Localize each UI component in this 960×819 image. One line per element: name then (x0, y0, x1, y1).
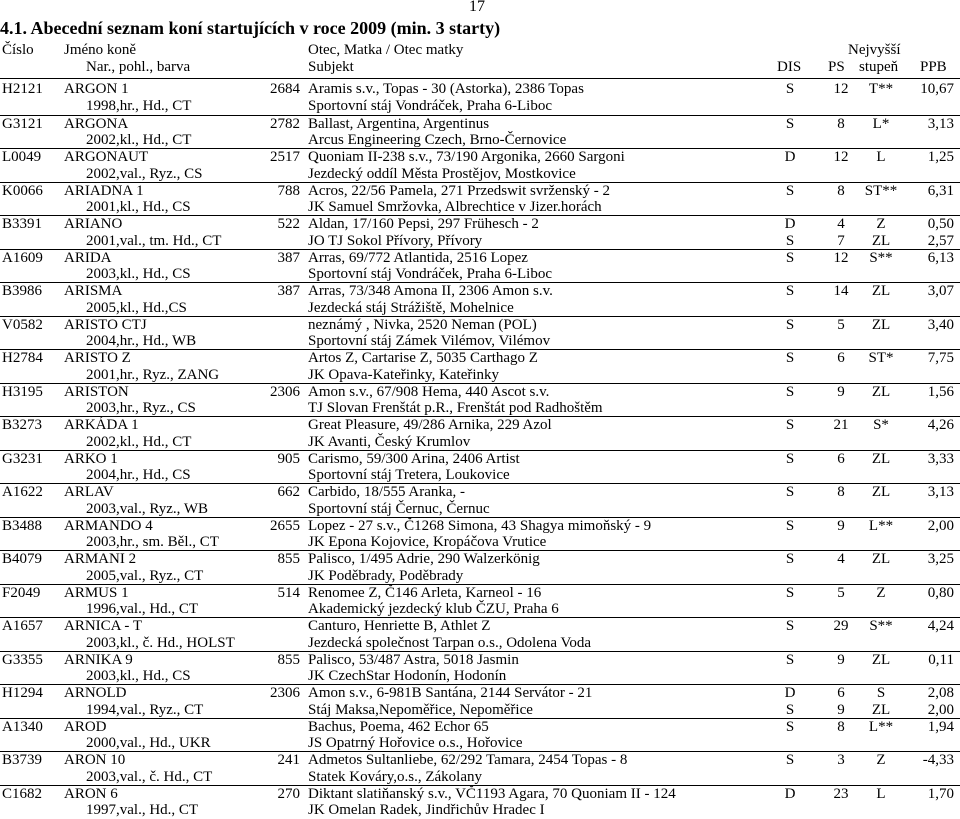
subject: JS Opatrný Hořovice o.s., Hořovice (308, 735, 523, 752)
horse-code: A1622 (2, 484, 43, 501)
horse-name: ARNICA - T (64, 618, 142, 635)
horse-code: B3391 (2, 216, 42, 233)
sire-number: 855 (240, 551, 300, 568)
ppb-value: 1,56 (900, 384, 954, 401)
ppb-value: 2,57 (900, 233, 954, 250)
ppb-value: 2,00 (900, 518, 954, 535)
birth-sex-color: 2004,hr., Hd., CS (86, 467, 191, 484)
subject: Sportovní stáj Vondráček, Praha 6-Liboc (308, 266, 552, 283)
horse-name: ARKO 1 (64, 451, 118, 468)
horse-name: ARON 6 (64, 786, 118, 803)
pedigree: Acros, 22/56 Pamela, 271 Przedswit svrženský - 2 (308, 183, 610, 200)
page-number: 17 (469, 0, 485, 16)
subject: Arcus Engineering Czech, Brno-Černovice (308, 132, 566, 149)
subject: JO TJ Sokol Přívory, Přívory (308, 233, 482, 250)
table-row (0, 316, 960, 351)
sire-number: 662 (240, 484, 300, 501)
sire-number: 905 (240, 451, 300, 468)
horse-name: ARLAV (64, 484, 114, 501)
ppb-value: 3,13 (900, 484, 954, 501)
ppb-value: 0,80 (900, 585, 954, 602)
subject: Sportovní stáj Zámek Vilémov, Vilémov (308, 333, 550, 350)
start-count: 12 (825, 149, 857, 166)
discipline: D (777, 216, 803, 233)
discipline: S (777, 719, 803, 736)
subject: Sportovní stáj Vondráček, Praha 6-Liboc (308, 98, 552, 115)
birth-sex-color: 2004,hr., Hd., WB (86, 333, 196, 350)
highest-grade: ZL (858, 283, 904, 300)
sire-number: 2782 (240, 116, 300, 133)
header-stupen: stupeň (859, 59, 898, 76)
discipline: S (777, 116, 803, 133)
horse-name: ARGONAUT (64, 149, 148, 166)
subject: Jezdecká společnost Tarpan o.s., Odolena Voda (308, 635, 591, 652)
discipline: S (777, 518, 803, 535)
birth-sex-color: 2003,val., Ryz., WB (86, 501, 208, 518)
highest-grade: ZL (858, 233, 904, 250)
horse-code: L0049 (2, 149, 41, 166)
subject: JK Samuel Smržovka, Albrechtice v Jizer.horách (308, 199, 602, 216)
highest-grade: L (858, 149, 904, 166)
highest-grade: ZL (858, 451, 904, 468)
horse-name: ARNIKA 9 (64, 652, 133, 669)
subject: JK Epona Kojovice, Kropáčova Vrutice (308, 534, 546, 551)
birth-sex-color: 1998,hr., Hd., CT (86, 98, 191, 115)
birth-sex-color: 2003,kl., Hd., CS (86, 668, 191, 685)
ppb-value: 2,08 (900, 685, 954, 702)
ppb-value: 0,50 (900, 216, 954, 233)
ppb-value: 1,94 (900, 719, 954, 736)
highest-grade: Z (858, 216, 904, 233)
sire-number: 522 (240, 216, 300, 233)
highest-grade: ZL (858, 317, 904, 334)
discipline: S (777, 350, 803, 367)
start-count: 29 (825, 618, 857, 635)
birth-sex-color: 2001,val., tm. Hd., CT (86, 233, 221, 250)
start-count: 8 (825, 116, 857, 133)
pedigree: Amon s.v., 6-981B Santána, 2144 Servátor - 21 (308, 685, 592, 702)
start-count: 4 (825, 216, 857, 233)
ppb-value: 4,26 (900, 417, 954, 434)
birth-sex-color: 2003,hr., sm. Běl., CT (86, 534, 219, 551)
table-row (0, 383, 960, 418)
ppb-value: 3,33 (900, 451, 954, 468)
header-ps: PS (828, 59, 845, 76)
highest-grade: L (858, 786, 904, 803)
discipline: S (777, 81, 803, 98)
start-count: 7 (825, 233, 857, 250)
start-count: 14 (825, 283, 857, 300)
horse-name: ARISTON (64, 384, 129, 401)
ppb-value: 6,13 (900, 250, 954, 267)
table-row (0, 584, 960, 619)
subject: Jezdecká stáj Strážiště, Mohelnice (308, 300, 514, 317)
start-count: 9 (825, 702, 857, 719)
birth-sex-color: 2001,kl., Hd., CS (86, 199, 191, 216)
birth-sex-color: 2005,val., Ryz., CT (86, 568, 203, 585)
discipline: S (777, 233, 803, 250)
horse-code: A1609 (2, 250, 43, 267)
pedigree: neznámý , Nivka, 2520 Neman (POL) (308, 317, 537, 334)
horse-name: ARMANDO 4 (64, 518, 153, 535)
header-nejvyssi: Nejvyšší (848, 42, 901, 59)
table-row (0, 617, 960, 652)
discipline: D (777, 685, 803, 702)
discipline: S (777, 451, 803, 468)
sire-number: 2306 (240, 685, 300, 702)
table-row (0, 450, 960, 485)
pedigree: Admetos Sultanliebe, 62/292 Tamara, 2454 Topas - 8 (308, 752, 627, 769)
discipline: S (777, 702, 803, 719)
discipline: S (777, 384, 803, 401)
table-row (0, 349, 960, 384)
pedigree: Renomee Z, Č146 Arleta, Karneol - 16 (308, 585, 541, 602)
subject: JK Opava-Kateřinky, Kateřinky (308, 367, 499, 384)
highest-grade: ZL (858, 652, 904, 669)
sire-number: 855 (240, 652, 300, 669)
header-ppb: PPB (920, 59, 947, 76)
highest-grade: ST* (858, 350, 904, 367)
discipline: S (777, 250, 803, 267)
ppb-value: 10,67 (900, 81, 954, 98)
start-count: 8 (825, 484, 857, 501)
sire-number: 241 (240, 752, 300, 769)
horse-name: ARKÁDA 1 (64, 417, 139, 434)
ppb-value: 1,70 (900, 786, 954, 803)
start-count: 8 (825, 183, 857, 200)
highest-grade: L** (858, 518, 904, 535)
pedigree: Arras, 73/348 Amona II, 2306 Amon s.v. (308, 283, 553, 300)
birth-sex-color: 2003,kl., Hd., CS (86, 266, 191, 283)
subject: JK Avanti, Český Krumlov (308, 434, 470, 451)
pedigree: Great Pleasure, 49/286 Arnika, 229 Azol (308, 417, 552, 434)
horse-code: G3231 (2, 451, 43, 468)
highest-grade: T** (858, 81, 904, 98)
horse-name: ARON 10 (64, 752, 125, 769)
table-row (0, 81, 960, 115)
ppb-value: 3,13 (900, 116, 954, 133)
pedigree: Diktant slatiňanský s.v., VČ1193 Agara, 70 Quoniam II - 124 (308, 786, 676, 803)
ppb-value: 1,25 (900, 149, 954, 166)
birth-sex-color: 1994,val., Ryz., CT (86, 702, 203, 719)
birth-sex-color: 2000,val., Hd., UKR (86, 735, 211, 752)
table-row (0, 483, 960, 518)
birth-sex-color: 1997,val., Hd., CT (86, 802, 198, 819)
discipline: S (777, 652, 803, 669)
subject: TJ Slovan Frenštát p.R., Frenštát pod Radhoštěm (308, 400, 603, 417)
sire-number: 2517 (240, 149, 300, 166)
start-count: 8 (825, 719, 857, 736)
horse-name: ARMANI 2 (64, 551, 136, 568)
birth-sex-color: 2002,kl., Hd., CT (86, 132, 191, 149)
highest-grade: ZL (858, 702, 904, 719)
horse-name: ARIDA (64, 250, 112, 267)
discipline: S (777, 317, 803, 334)
sire-number: 2684 (240, 81, 300, 98)
pedigree: Ballast, Argentina, Argentinus (308, 116, 489, 133)
pedigree: Palisco, 1/495 Adrie, 290 Walzerkönig (308, 551, 540, 568)
start-count: 23 (825, 786, 857, 803)
horse-code: H2121 (2, 81, 43, 98)
discipline: S (777, 283, 803, 300)
discipline: S (777, 484, 803, 501)
horse-name: ARGONA (64, 116, 128, 133)
ppb-value: 7,75 (900, 350, 954, 367)
horse-code: G3355 (2, 652, 43, 669)
horse-name: ARGON 1 (64, 81, 129, 98)
pedigree: Arras, 69/772 Atlantida, 2516 Lopez (308, 250, 528, 267)
horse-name: ARISTO CTJ (64, 317, 147, 334)
start-count: 12 (825, 250, 857, 267)
header-otec: Otec, Matka / Otec matky (308, 42, 463, 59)
start-count: 6 (825, 685, 857, 702)
birth-sex-color: 2003,kl., č. Hd., HOLST (86, 635, 235, 652)
sire-number: 387 (240, 283, 300, 300)
subject: Sportovní stáj Tretera, Loukovice (308, 467, 510, 484)
table-row (0, 215, 960, 250)
start-count: 12 (825, 81, 857, 98)
discipline: S (777, 417, 803, 434)
pedigree: Aramis s.v., Topas - 30 (Astorka), 2386 Topas (308, 81, 584, 98)
birth-sex-color: 2003,val., č. Hd., CT (86, 769, 212, 786)
birth-sex-color: 2005,kl., Hd.,CS (86, 300, 187, 317)
start-count: 6 (825, 350, 857, 367)
birth-sex-color: 2001,hr., Ryz., ZANG (86, 367, 219, 384)
header-subjekt: Subjekt (308, 59, 354, 76)
sire-number: 788 (240, 183, 300, 200)
sire-number: 2655 (240, 518, 300, 535)
header-cislo: Číslo (2, 42, 34, 59)
table-row (0, 651, 960, 686)
horse-code: K0066 (2, 183, 43, 200)
start-count: 21 (825, 417, 857, 434)
start-count: 9 (825, 652, 857, 669)
pedigree: Lopez - 27 s.v., Č1268 Simona, 43 Shagya mimoňský - 9 (308, 518, 651, 535)
horse-name: AROD (64, 719, 107, 736)
highest-grade: S** (858, 250, 904, 267)
table-row (0, 517, 960, 552)
birth-sex-color: 1996,val., Hd., CT (86, 601, 198, 618)
horse-code: H3195 (2, 384, 43, 401)
highest-grade: ZL (858, 384, 904, 401)
horse-code: H2784 (2, 350, 43, 367)
header-divider (0, 78, 960, 79)
horse-code: G3121 (2, 116, 43, 133)
table-row (0, 249, 960, 284)
sire-number: 387 (240, 250, 300, 267)
ppb-value: -4,33 (900, 752, 954, 769)
start-count: 9 (825, 384, 857, 401)
highest-grade: ZL (858, 551, 904, 568)
table-row (0, 182, 960, 217)
ppb-value: 6,31 (900, 183, 954, 200)
subject: JK CzechStar Hodonín, Hodonín (308, 668, 506, 685)
horse-code: B3488 (2, 518, 42, 535)
discipline: D (777, 786, 803, 803)
highest-grade: L** (858, 719, 904, 736)
horse-code: B3986 (2, 283, 42, 300)
pedigree: Bachus, Poema, 462 Echor 65 (308, 719, 489, 736)
highest-grade: S* (858, 417, 904, 434)
start-count: 9 (825, 518, 857, 535)
horse-name: ARMUS 1 (64, 585, 129, 602)
subject: Jezdecký oddíl Města Prostějov, Mostkovice (308, 166, 576, 183)
start-count: 4 (825, 551, 857, 568)
horse-name: ARIADNA 1 (64, 183, 144, 200)
subject: JK Poděbrady, Poděbrady (308, 568, 463, 585)
subject: Stáj Maksa,Nepoměřice, Nepoměřice (308, 702, 533, 719)
pedigree: Carismo, 59/300 Arina, 2406 Artist (308, 451, 520, 468)
table-row (0, 751, 960, 786)
horse-code: B3739 (2, 752, 42, 769)
horse-code: A1340 (2, 719, 43, 736)
highest-grade: S** (858, 618, 904, 635)
horse-code: B4079 (2, 551, 42, 568)
pedigree: Artos Z, Cartarise Z, 5035 Carthago Z (308, 350, 538, 367)
horse-name: ARISTO Z (64, 350, 131, 367)
highest-grade: Z (858, 752, 904, 769)
sire-number: 270 (240, 786, 300, 803)
discipline: D (777, 149, 803, 166)
table-row (0, 115, 960, 150)
horse-name: ARNOLD (64, 685, 127, 702)
highest-grade: ZL (858, 484, 904, 501)
highest-grade: ST** (858, 183, 904, 200)
start-count: 5 (825, 317, 857, 334)
horse-code: B3273 (2, 417, 42, 434)
discipline: S (777, 585, 803, 602)
header-jmeno: Jméno koně (64, 42, 136, 59)
ppb-value: 3,25 (900, 551, 954, 568)
horse-code: V0582 (2, 317, 43, 334)
discipline: S (777, 752, 803, 769)
header-nar: Nar., pohl., barva (86, 59, 190, 76)
start-count: 5 (825, 585, 857, 602)
subject: Statek Kováry,o.s., Zákolany (308, 769, 482, 786)
horse-code: H1294 (2, 685, 43, 702)
header-dis: DIS (777, 59, 801, 76)
pedigree: Carbido, 18/555 Aranka, - (308, 484, 465, 501)
pedigree: Quoniam II-238 s.v., 73/190 Argonika, 2660 Sargoni (308, 149, 625, 166)
table-row (0, 718, 960, 753)
ppb-value: 3,07 (900, 283, 954, 300)
subject: Akademický jezdecký klub ČZU, Praha 6 (308, 601, 559, 618)
birth-sex-color: 2002,kl., Hd., CT (86, 434, 191, 451)
discipline: S (777, 183, 803, 200)
discipline: S (777, 618, 803, 635)
pedigree: Palisco, 53/487 Astra, 5018 Jasmin (308, 652, 519, 669)
start-count: 3 (825, 752, 857, 769)
horse-code: F2049 (2, 585, 40, 602)
horse-name: ARISMA (64, 283, 122, 300)
ppb-value: 2,00 (900, 702, 954, 719)
pedigree: Aldan, 17/160 Pepsi, 297 Frühesch - 2 (308, 216, 539, 233)
ppb-value: 4,24 (900, 618, 954, 635)
highest-grade: L* (858, 116, 904, 133)
ppb-value: 3,40 (900, 317, 954, 334)
table-row (0, 416, 960, 451)
pedigree: Canturo, Henriette B, Athlet Z (308, 618, 490, 635)
page-title: 4.1. Abecední seznam koní startujících v roce 2009 (min. 3 starty) (0, 18, 500, 39)
ppb-value: 0,11 (900, 652, 954, 669)
table-row (0, 684, 960, 719)
horse-code: C1682 (2, 786, 42, 803)
table-row (0, 550, 960, 585)
start-count: 6 (825, 451, 857, 468)
horse-code: A1657 (2, 618, 43, 635)
subject: JK Omelan Radek, Jindřichův Hradec I (308, 802, 545, 819)
table-row (0, 148, 960, 183)
birth-sex-color: 2003,hr., Ryz., CS (86, 400, 196, 417)
horse-name: ARIANO (64, 216, 122, 233)
table-row (0, 282, 960, 317)
pedigree: Amon s.v., 67/908 Hema, 440 Ascot s.v. (308, 384, 549, 401)
sire-number: 2306 (240, 384, 300, 401)
discipline: S (777, 551, 803, 568)
subject: Sportovní stáj Černuc, Černuc (308, 501, 490, 518)
highest-grade: Z (858, 585, 904, 602)
sire-number: 514 (240, 585, 300, 602)
birth-sex-color: 2002,val., Ryz., CS (86, 166, 202, 183)
highest-grade: S (858, 685, 904, 702)
